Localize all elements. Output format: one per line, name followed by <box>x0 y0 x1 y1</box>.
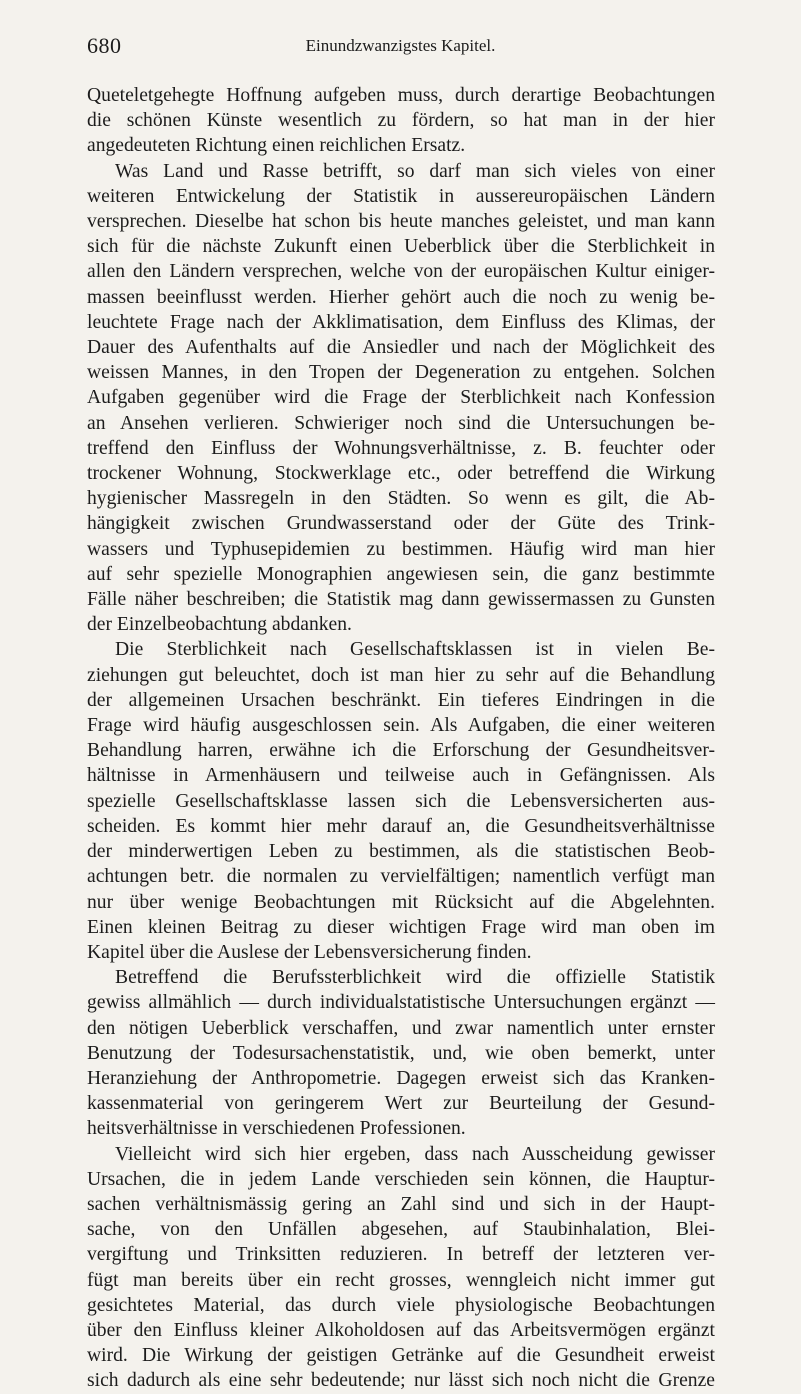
text-line: massen beeinflusst werden. Hierher gehört auch die noch zu wenig be- <box>87 286 715 308</box>
text-line: angedeuteten Richtung einen reichlichen Ersatz. <box>87 135 466 157</box>
text-line: ziehungen gut beleuchtet, doch ist man hier zu sehr auf die Behandlung <box>87 664 715 686</box>
text-line: Behandlung harren, erwähne ich die Erforschung der Gesundheitsver- <box>87 740 715 762</box>
text-line: Kapitel über die Auslese der Lebensversicherung finden. <box>87 941 532 963</box>
body-text <box>87 83 715 1394</box>
text-line: sich für die nächste Zukunft einen Ueberblick über die Sterblichkeit in <box>87 236 715 258</box>
running-head: Einundzwanzigstes Kapitel. <box>305 36 496 55</box>
text-line: vergiftung und Trinksitten reduzieren. In betreff der letzteren ver- <box>87 1244 715 1266</box>
text-line: hygienischer Massregeln in den Städten. So wenn es gilt, die Ab- <box>87 488 715 510</box>
text-line: Ursachen, die in jedem Lande verschieden sein können, die Hauptur- <box>87 1168 715 1190</box>
text-line: sachen verhältnismässig gering an Zahl sind und sich in der Haupt- <box>87 1193 715 1215</box>
text-line: trockener Wohnung, Stockwerklage etc., oder betreffend die Wirkung <box>87 463 715 485</box>
text-line: an Ansehen verlieren. Schwieriger noch sind die Untersuchungen be- <box>87 412 715 434</box>
text-line: Was Land und Rasse betrifft, so darf man sich vieles von einer <box>115 160 715 182</box>
text-line: Die Sterblichkeit nach Gesellschaftsklassen ist in vielen Be- <box>115 639 715 661</box>
text-line: der minderwertigen Leben zu bestimmen, als die statistischen Beob- <box>87 841 715 863</box>
text-line: der Einzelbeobachtung abdanken. <box>87 614 352 636</box>
text-line: spezielle Gesellschaftsklasse lassen sich die Lebensversicherten aus- <box>87 790 715 812</box>
text-line: scheiden. Es kommt hier mehr darauf an, die Gesundheitsverhältnisse <box>87 815 715 837</box>
text-line: Frage wird häufig ausgeschlossen sein. Als Aufgaben, die einer weiteren <box>87 715 715 737</box>
page-header <box>87 33 714 63</box>
text-line: sache, von den Unfällen abgesehen, auf Staubinhalation, Blei- <box>87 1219 715 1241</box>
text-line: fügt man bereits über ein recht grosses, wenngleich nicht immer gut <box>87 1269 715 1291</box>
text-line: treffend den Einfluss der Wohnungsverhältnisse, z. B. feuchter oder <box>87 437 715 459</box>
text-line: Aufgaben gegenüber wird die Frage der Sterblichkeit nach Konfession <box>87 387 715 409</box>
text-line: leuchtete Frage nach der Akklimatisation, dem Einfluss des Klimas, der <box>87 311 715 333</box>
text-line: auf sehr spezielle Monographien angewiesen sein, die ganz bestimmte <box>87 563 715 585</box>
text-line: Vielleicht wird sich hier ergeben, dass nach Ausscheidung gewisser <box>115 1143 715 1165</box>
text-line: die schönen Künste wesentlich zu fördern, so hat man in der hier <box>87 110 715 132</box>
text-line: nur über wenige Beobachtungen mit Rücksicht auf die Abgelehnten. <box>87 891 715 913</box>
text-line: heitsverhältnisse in verschiedenen Professionen. <box>87 1118 466 1140</box>
text-line: achtungen betr. die normalen zu vervielfältigen; namentlich verfügt man <box>87 866 715 888</box>
text-line: hängigkeit zwischen Grundwasserstand oder der Güte des Trink- <box>87 513 715 535</box>
text-line: den nötigen Ueberblick verschaffen, und zwar namentlich unter ernster <box>87 1017 715 1039</box>
text-line: Heranziehung der Anthropometrie. Dagegen erweist sich das Kranken- <box>87 1067 715 1089</box>
text-line: gesichtetes Material, das durch viele physiologische Beobachtungen <box>87 1294 715 1316</box>
text-line: wird. Die Wirkung der geistigen Getränke auf die Gesundheit erweist <box>87 1345 715 1367</box>
text-line: Benutzung der Todesursachenstatistik, und, wie oben bemerkt, unter <box>87 1042 715 1064</box>
text-line: wassers und Typhusepidemien zu bestimmen. Häufig wird man hier <box>87 538 715 560</box>
text-line: der allgemeinen Ursachen beschränkt. Ein tieferes Eindringen in die <box>87 689 715 711</box>
text-line: Betreffend die Berufssterblichkeit wird die offizielle Statistik <box>115 967 715 989</box>
text-line: allen den Ländern versprechen, welche von der europäischen Kultur einiger- <box>87 261 715 283</box>
text-line: Einen kleinen Beitrag zu dieser wichtigen Frage wird man oben im <box>87 916 715 938</box>
text-line: Fälle näher beschreiben; die Statistik mag dann gewissermassen zu Gunsten <box>87 589 715 611</box>
text-line: über den Einfluss kleiner Alkoholdosen auf das Arbeitsvermögen ergänzt <box>87 1319 715 1341</box>
text-line: weiteren Entwickelung der Statistik in aussereuropäischen Ländern <box>87 185 715 207</box>
text-line: gewiss allmählich — durch individualstatistische Untersuchungen ergänzt — <box>87 992 715 1014</box>
page-number: 680 <box>87 33 122 58</box>
text-line: sich dadurch als eine sehr bedeutende; nur lässt sich noch nicht die Grenze <box>87 1370 715 1392</box>
text-line: versprechen. Dieselbe hat schon bis heute manches geleistet, und man kann <box>87 211 715 233</box>
text-line: Dauer des Aufenthalts auf die Ansiedler und nach der Möglichkeit des <box>87 337 715 359</box>
text-line: hältnisse in Armenhäusern und teilweise auch in Gefängnissen. Als <box>87 765 715 787</box>
text-line: weissen Mannes, in den Tropen der Degeneration zu entgehen. Solchen <box>87 362 715 384</box>
text-line: Queteletgehegte Hoffnung aufgeben muss, durch derartige Beobachtungen <box>87 85 715 106</box>
text-line: kassenmaterial von geringerem Wert zur Beurteilung der Gesund- <box>87 1093 715 1115</box>
